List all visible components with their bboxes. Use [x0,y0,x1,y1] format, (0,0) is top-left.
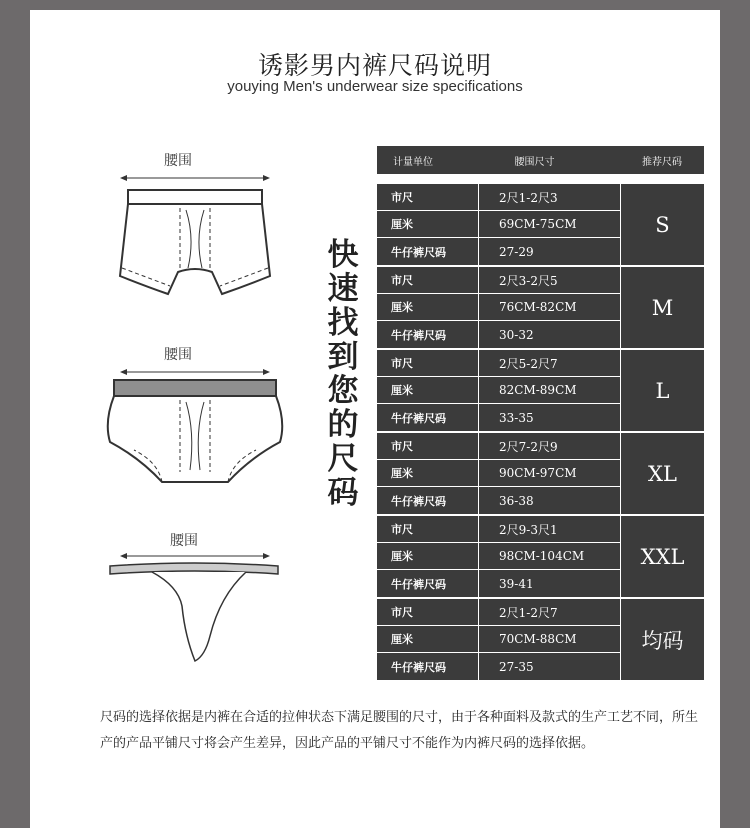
waist-arrow-icon [120,369,270,375]
value-cell: 2尺1-2尺7 [499,605,558,620]
callout-char: 码 [327,475,359,511]
callout-char: 快 [327,237,359,273]
value-cell: 70CM-88CM [499,632,577,646]
page-subtitle: youying Men's underwear size specifications [227,78,523,95]
size-group-xl [377,433,704,516]
waist-arrow-icon [120,553,270,559]
unit-cell: 厘米 [377,294,479,320]
boxer-brief-illustration [100,168,290,318]
size-cell: 均码 [620,599,704,680]
header-size: 推荐尺码 [642,156,682,168]
waist-label-brief: 腰围 [164,347,192,363]
unit-cell: 厘米 [377,460,479,486]
waist-arrow-icon [120,175,270,181]
table-row [377,350,620,377]
value-cell: 69CM-75CM [499,217,577,231]
waist-label-boxer: 腰围 [164,153,192,169]
unit-cell: 牛仔裤尺码 [377,570,479,597]
value-cell: 33-35 [499,410,534,425]
size-cell: M [620,267,704,348]
size-note: 尺码的选择依据是内裤在合适的拉伸状态下满足腰围的尺寸，由于各种面料及款式的生产工艺不同，所生产的产品平铺尺寸将会产生差异，因此产品的平铺尺寸不能作为内裤尺码的选择依据。 [100,710,699,751]
callout-char: 尺 [327,441,359,477]
size-group-xxl [377,516,704,599]
size-cell: XXL [620,516,704,597]
size-cell: S [620,184,704,265]
size-guide-page [30,10,720,828]
value-cell: 39-41 [499,576,534,591]
value-cell: 2尺3-2尺5 [499,273,558,288]
callout-char: 的 [327,407,359,443]
unit-cell: 厘米 [377,211,479,237]
table-row [377,267,620,294]
value-cell: 90CM-97CM [499,466,577,480]
unit-cell: 厘米 [377,626,479,652]
value-cell: 2尺1-2尺3 [499,190,558,205]
table-row [377,211,620,238]
table-row [377,599,620,626]
table-row [377,570,620,597]
callout-char: 找 [327,305,359,341]
header-unit: 计量单位 [393,156,433,168]
table-row [377,377,620,404]
thong-illustration [100,546,290,671]
value-cell: 27-35 [499,659,534,674]
callout-char: 您 [327,373,359,409]
value-cell: 2尺7-2尺9 [499,439,558,454]
unit-cell: 厘米 [377,377,479,403]
size-group-s [377,184,704,267]
unit-cell: 牛仔裤尺码 [377,321,479,348]
table-row [377,543,620,570]
table-row [377,238,620,265]
table-row [377,626,620,653]
table-row [377,433,620,460]
unit-cell: 牛仔裤尺码 [377,653,479,680]
value-cell: 30-32 [499,327,534,342]
find-your-size-callout [321,238,365,510]
table-row [377,321,620,348]
table-header [377,146,704,174]
value-cell: 36-38 [499,493,534,508]
size-cell: L [620,350,704,431]
size-table [377,146,704,680]
table-row [377,460,620,487]
value-cell: 27-29 [499,244,534,259]
value-cell: 76CM-82CM [499,300,577,314]
table-row [377,516,620,543]
brief-illustration [100,362,290,502]
waist-label-thong: 腰围 [170,533,198,549]
unit-cell: 市尺 [377,599,479,625]
table-row [377,184,620,211]
unit-cell: 厘米 [377,543,479,569]
value-cell: 2尺9-3尺1 [499,522,558,537]
unit-cell: 市尺 [377,184,479,210]
value-cell: 82CM-89CM [499,383,577,397]
unit-cell: 市尺 [377,516,479,542]
table-row [377,294,620,321]
table-row [377,487,620,514]
table-row [377,404,620,431]
callout-char: 速 [327,271,359,307]
unit-cell: 市尺 [377,350,479,376]
size-cell: XL [620,433,704,514]
callout-char: 到 [327,339,359,375]
unit-cell: 市尺 [377,433,479,459]
size-group-m [377,267,704,350]
unit-cell: 牛仔裤尺码 [377,404,479,431]
unit-cell: 牛仔裤尺码 [377,487,479,514]
size-group-l [377,350,704,433]
value-cell: 2尺5-2尺7 [499,356,558,371]
page-title: 诱影男内裤尺码说明 [257,51,492,80]
size-group-free [377,599,704,680]
table-row [377,653,620,680]
header-waist: 腰围尺寸 [514,156,555,168]
unit-cell: 牛仔裤尺码 [377,238,479,265]
unit-cell: 市尺 [377,267,479,293]
value-cell: 98CM-104CM [499,549,585,563]
